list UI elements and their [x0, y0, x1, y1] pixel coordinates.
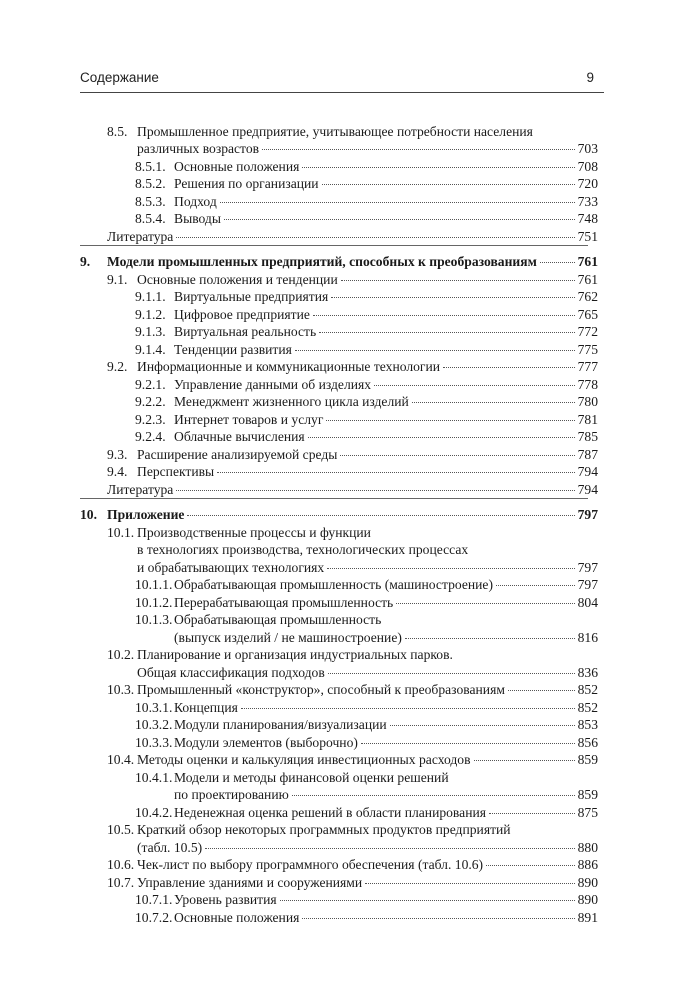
- toc-entry: [0, 716, 598, 733]
- toc-entry-number: 9.1.2.: [135, 307, 166, 322]
- toc-entry: [0, 428, 598, 445]
- dot-leader: [341, 280, 575, 281]
- toc-entry-number: 9.2.: [107, 359, 128, 374]
- dot-leader: [319, 332, 574, 333]
- toc-entry-title: различных возрастов: [137, 141, 260, 156]
- toc-entry-title: Литература: [107, 229, 174, 244]
- running-header-title: Содержание: [80, 70, 159, 85]
- toc-entry-title: Неденежная оценка решений в области планирования: [174, 805, 487, 820]
- toc-entry-title: Производственные процессы и функции: [137, 525, 371, 540]
- toc-entry: [0, 446, 598, 463]
- toc-entry-number: 9.1.1.: [135, 289, 166, 304]
- toc-entry: [0, 323, 598, 340]
- dot-leader: [326, 420, 574, 421]
- toc-entry-title: Основные положения и тенденции: [137, 272, 338, 287]
- header-rule: [80, 92, 604, 93]
- toc-entry-page: 778: [577, 377, 598, 392]
- dot-leader: [374, 385, 575, 386]
- toc-entry-page: 890: [577, 892, 598, 907]
- dot-leader: [405, 638, 575, 639]
- toc-entry-page: 836: [577, 665, 598, 680]
- toc-entry-page: 765: [577, 307, 598, 322]
- dot-leader: [496, 585, 575, 586]
- dot-leader: [365, 883, 574, 884]
- dot-leader: [331, 297, 574, 298]
- toc-entry-number: 10.4.: [107, 752, 135, 767]
- toc-entry-page: 748: [577, 211, 598, 226]
- dot-leader: [241, 708, 575, 709]
- toc-entry: [0, 306, 598, 323]
- toc-entry-number: 10.5.: [107, 822, 135, 837]
- toc-entry-page: 816: [577, 630, 598, 645]
- dot-leader: [474, 760, 575, 761]
- toc-entry: [0, 463, 598, 480]
- toc-entry-page: 797: [577, 577, 598, 592]
- dot-leader: [308, 437, 575, 438]
- toc-entry-number: 10.1.: [107, 525, 135, 540]
- toc-entry: [0, 646, 598, 663]
- toc-entry: [0, 358, 598, 375]
- dot-leader: [302, 167, 574, 168]
- toc-entry: [0, 140, 598, 157]
- toc-entry-title: (выпуск изделий / не машиностроение): [174, 630, 402, 645]
- toc-entry: [0, 839, 598, 856]
- toc-entry-number: 9.3.: [107, 447, 128, 462]
- toc-entry-title: Основные положения: [174, 159, 300, 174]
- toc-entry-page: 785: [577, 429, 598, 444]
- toc-entry-page: 880: [577, 840, 598, 855]
- toc-entry-title: Перерабатывающая промышленность: [174, 595, 394, 610]
- toc-entry: [0, 193, 598, 210]
- toc-entry-title: Тенденции развития: [174, 342, 292, 357]
- toc-entry-title: Модели промышленных предприятий, способных к преобразованиям: [107, 254, 537, 269]
- toc-entry-title: Перспективы: [137, 464, 215, 479]
- toc-entry-title: Управление данными об изделиях: [174, 377, 372, 392]
- toc-entry: [0, 856, 598, 873]
- dot-leader: [390, 725, 575, 726]
- dot-leader: [187, 515, 574, 516]
- toc-entry-page: 794: [577, 482, 598, 497]
- toc-entry: [0, 909, 598, 926]
- dot-leader: [292, 795, 575, 796]
- toc-entry-page: 772: [577, 324, 598, 339]
- toc-entry-page: 780: [577, 394, 598, 409]
- toc-entry-title: Интернет товаров и услуг: [174, 412, 324, 427]
- toc-entry-number: 10.7.: [107, 875, 135, 890]
- toc-entry: [0, 769, 598, 786]
- toc-entry: [0, 411, 598, 428]
- toc-entry-number: 10.7.1.: [135, 892, 173, 907]
- toc-entry-title: Расширение анализируемой среды: [137, 447, 338, 462]
- toc-entry-number: 10.3.2.: [135, 717, 173, 732]
- toc-entry-page: 890: [577, 875, 598, 890]
- toc-entry-page: 797: [577, 507, 598, 522]
- dot-leader: [361, 743, 575, 744]
- toc-entry-title: Обрабатывающая промышленность: [174, 612, 382, 627]
- toc-entry-number: 10.4.2.: [135, 805, 173, 820]
- toc-entry-page: 859: [577, 787, 598, 802]
- toc-entry-page: 891: [577, 910, 598, 925]
- toc-entry-number: 8.5.: [107, 124, 128, 139]
- toc-entry-title: Методы оценки и калькуляция инвестиционных расходов: [137, 752, 471, 767]
- toc-entry-title: Информационные и коммуникационные технологии: [137, 359, 441, 374]
- toc-entry-number: 10.6.: [107, 857, 135, 872]
- toc-entry-page: 751: [577, 229, 598, 244]
- toc-entry-page: 781: [577, 412, 598, 427]
- toc-entry: [0, 524, 598, 541]
- toc-entry-title: Промышленный «конструктор», способный к преобразованиям: [137, 682, 505, 697]
- page-number: 9: [586, 70, 594, 85]
- toc-entry-number: 9.2.2.: [135, 394, 166, 409]
- toc-entry-title: Промышленное предприятие, учитывающее потребности населения: [137, 124, 533, 139]
- toc-entry-number: 10.3.3.: [135, 735, 173, 750]
- toc-entry-number: 9.2.3.: [135, 412, 166, 427]
- toc-entry-title: Обрабатывающая промышленность (машиностроение): [174, 577, 493, 592]
- toc-entry-number: 8.5.2.: [135, 176, 166, 191]
- toc-entry-page: 875: [577, 805, 598, 820]
- toc-entry-page: 733: [577, 194, 598, 209]
- dot-leader: [328, 673, 575, 674]
- toc-entry: [0, 821, 598, 838]
- toc-entry-title: Виртуальная реальность: [174, 324, 317, 339]
- toc-entry: [0, 699, 598, 716]
- toc-entry-title: Управление зданиями и сооружениями: [137, 875, 363, 890]
- toc-entry-title: Цифровое предприятие: [174, 307, 310, 322]
- toc-entry: [0, 376, 598, 393]
- toc-entry-title: Планирование и организация индустриальных парков.: [137, 647, 453, 662]
- toc-entry-title: Краткий обзор некоторых программных продуктов предприятий: [137, 822, 511, 837]
- toc-entry: [0, 891, 598, 908]
- dot-leader: [205, 848, 574, 849]
- toc-entry-title: Концепция: [174, 700, 238, 715]
- toc-entry-title: по проектированию: [174, 787, 289, 802]
- toc-entry-title: Менеджмент жизненного цикла изделий: [174, 394, 409, 409]
- toc-entry-title: Приложение: [107, 507, 185, 522]
- toc-entry-number: 9.2.4.: [135, 429, 166, 444]
- toc-entry: [0, 341, 598, 358]
- toc-entry: [0, 874, 598, 891]
- toc-entry: [0, 681, 598, 698]
- dot-leader: [313, 315, 575, 316]
- toc-entry-page: 853: [577, 717, 598, 732]
- toc-entry-title: Основные положения: [174, 910, 300, 925]
- toc-entry-page: 852: [577, 682, 598, 697]
- toc-entry-number: 10.4.1.: [135, 770, 173, 785]
- dot-leader: [224, 219, 575, 220]
- toc-entry: [0, 786, 598, 803]
- toc-entry-title: Подход: [174, 194, 217, 209]
- toc-entry-page: 886: [577, 857, 598, 872]
- toc-entry: [0, 734, 598, 751]
- toc-entry: [0, 271, 598, 288]
- dot-leader: [540, 262, 575, 263]
- toc-entry-title: Выводы: [174, 211, 221, 226]
- toc-entry-number: 9.1.4.: [135, 342, 166, 357]
- toc-entry-number: 9.4.: [107, 464, 128, 479]
- toc-entry-number: 10.1.2.: [135, 595, 173, 610]
- toc-entry-number: 8.5.1.: [135, 159, 166, 174]
- toc-entry-number: 10.1.1.: [135, 577, 173, 592]
- toc-entry: [0, 158, 598, 175]
- toc-entry-page: 794: [577, 464, 598, 479]
- toc-entry: [0, 804, 598, 821]
- toc-entry-page: 762: [577, 289, 598, 304]
- dot-leader: [486, 865, 575, 866]
- dot-leader: [176, 490, 574, 491]
- toc-entry-page: 761: [577, 272, 598, 287]
- toc-entry-title: и обрабатывающих технологиях: [137, 560, 325, 575]
- toc-entry-title: (табл. 10.5): [137, 840, 203, 855]
- toc-entry: [0, 559, 598, 576]
- toc-entry: [0, 751, 598, 768]
- dot-leader: [176, 237, 574, 238]
- dot-leader: [396, 603, 574, 604]
- toc-entry-number: 10.1.3.: [135, 612, 173, 627]
- dot-leader: [327, 568, 574, 569]
- toc-entry: [0, 481, 598, 498]
- toc-entry-page: 708: [577, 159, 598, 174]
- toc-entry: [0, 288, 598, 305]
- toc-entry: [0, 629, 598, 646]
- toc-entry-number: 10.3.1.: [135, 700, 173, 715]
- toc-entry: [0, 175, 598, 192]
- toc-entry-title: Литература: [107, 482, 174, 497]
- dot-leader: [340, 455, 574, 456]
- toc-entry: [0, 664, 598, 681]
- toc-entry-number: 8.5.3.: [135, 194, 166, 209]
- dot-leader: [443, 367, 575, 368]
- toc-entry-page: 859: [577, 752, 598, 767]
- toc-entry: [0, 541, 598, 558]
- section-separator: [80, 498, 588, 499]
- toc-entry-title: Модули планирования/визуализации: [174, 717, 387, 732]
- dot-leader: [262, 149, 575, 150]
- toc-entry-page: 804: [577, 595, 598, 610]
- dot-leader: [302, 918, 574, 919]
- toc-entry-number: 9.2.1.: [135, 377, 166, 392]
- toc-entry: [0, 576, 598, 593]
- toc-entry-title: Общая классификация подходов: [137, 665, 325, 680]
- dot-leader: [412, 402, 575, 403]
- toc-entry: [0, 506, 598, 523]
- toc-entry-page: 852: [577, 700, 598, 715]
- toc-entry-title: в технологиях производства, технологических процессах: [137, 542, 469, 557]
- dot-leader: [489, 813, 575, 814]
- toc-entry-page: 703: [577, 141, 598, 156]
- toc-entry-number: 10.7.2.: [135, 910, 173, 925]
- toc-entry-title: Модули элементов (выборочно): [174, 735, 358, 750]
- toc-entry: [0, 611, 598, 628]
- dot-leader: [220, 202, 575, 203]
- toc-entry-number: 10.2.: [107, 647, 135, 662]
- toc-entry-number: 9.1.3.: [135, 324, 166, 339]
- toc-entry: [0, 210, 598, 227]
- toc-entry-page: 856: [577, 735, 598, 750]
- toc-entry-number: 9.: [80, 254, 91, 269]
- toc-entry-page: 720: [577, 176, 598, 191]
- toc-entry-page: 797: [577, 560, 598, 575]
- dot-leader: [508, 690, 575, 691]
- toc-entry: [0, 123, 598, 140]
- dot-leader: [322, 184, 575, 185]
- dot-leader: [295, 350, 575, 351]
- toc-entry-title: Виртуальные предприятия: [174, 289, 329, 304]
- toc-entry-title: Уровень развития: [174, 892, 277, 907]
- toc-entry-number: 8.5.4.: [135, 211, 166, 226]
- toc-entry: [0, 393, 598, 410]
- toc-entry: [0, 253, 598, 270]
- dot-leader: [280, 900, 575, 901]
- toc-entry-title: Модели и методы финансовой оценки решений: [174, 770, 449, 785]
- toc-entry-number: 10.: [80, 507, 97, 522]
- running-header: [80, 68, 604, 90]
- section-separator: [80, 245, 588, 246]
- toc-entry: [0, 228, 598, 245]
- dot-leader: [217, 472, 574, 473]
- toc-entry-title: Решения по организации: [174, 176, 319, 191]
- toc-entry-page: 761: [577, 254, 598, 269]
- toc-entry-number: 9.1.: [107, 272, 128, 287]
- toc-entry-title: Облачные вычисления: [174, 429, 305, 444]
- toc-entry-title: Чек-лист по выбору программного обеспечения (табл. 10.6): [137, 857, 484, 872]
- toc-entry-page: 775: [577, 342, 598, 357]
- toc-entry-number: 10.3.: [107, 682, 135, 697]
- toc-entry-page: 777: [577, 359, 598, 374]
- toc-entry: [0, 594, 598, 611]
- toc-entry-page: 787: [577, 447, 598, 462]
